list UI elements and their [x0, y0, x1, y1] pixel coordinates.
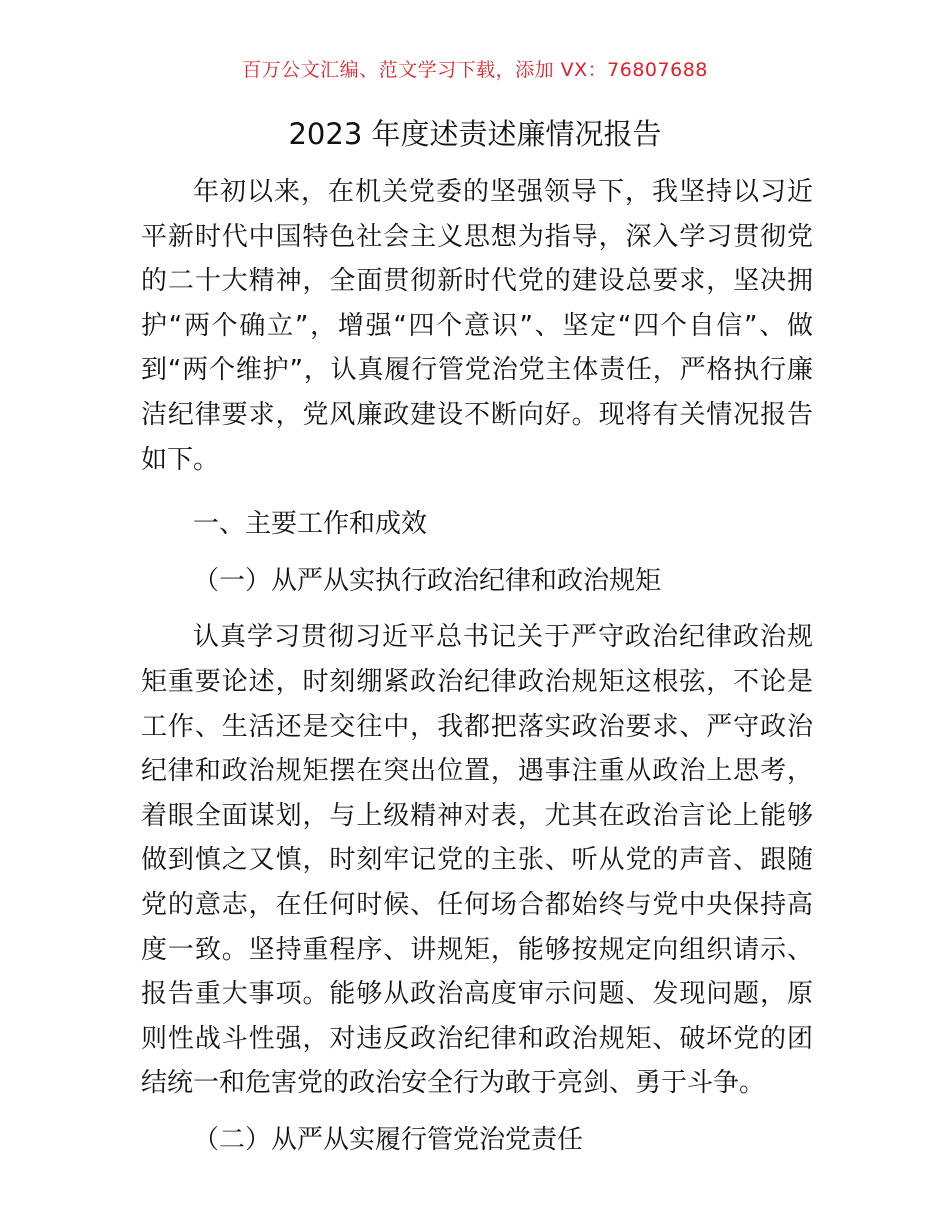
section-heading-1: 一、主要工作和成效: [193, 509, 428, 540]
page-title: 2023 年度述责述廉情况报告: [288, 117, 662, 151]
subsection-heading-1: （一）从严从实执行政治纪律和政治规矩: [193, 565, 662, 596]
watermark-banner: 百万公文汇编、范文学习下载，添加 VX：76807688: [242, 59, 708, 81]
document-body: [141, 170, 813, 1162]
intro-paragraph: 年初以来，在机关党委的坚强领导下，我坚持以习近平新时代中国特色社会主义思想为指导，深入学习贯彻党的二十大精神，全面贯彻新时代党的建设总要求，坚决拥护“两个确立”，增强“四个意识”、坚定“四个自信”、做到“两个维护”，认真履行管党治党主体责任，严格执行廉洁纪律要求，党风廉政建设不断向好。现将有关情况报告如下。: [141, 177, 813, 475]
subsection-1-paragraph: 认真学习贯彻习近平总书记关于严守政治纪律政治规矩重要论述，时刻绷紧政治纪律政治规矩这根弦，不论是工作、生活还是交往中，我都把落实政治要求、严守政治纪律和政治规矩摆在突出位置，遇事注重从政治上思考，着眼全面谋划，与上级精神对表，尤其在政治言论上能够做到慎之又慎，时刻牢记党的主张、听从党的声音、跟随党的意志，在任何时候、任何场合都始终与党中央保持高度一致。坚持重程序、讲规矩，能够按规定向组织请示、报告重大事项。能够从政治高度审示问题、发现问题，原则性战斗性强，对违反政治纪律和政治规矩、破坏党的团结统一和危害党的政治安全行为敢于亮剑、勇于斗争。: [141, 622, 813, 1099]
subsection-heading-2: （二）从严从实履行管党治党责任: [193, 1124, 584, 1155]
